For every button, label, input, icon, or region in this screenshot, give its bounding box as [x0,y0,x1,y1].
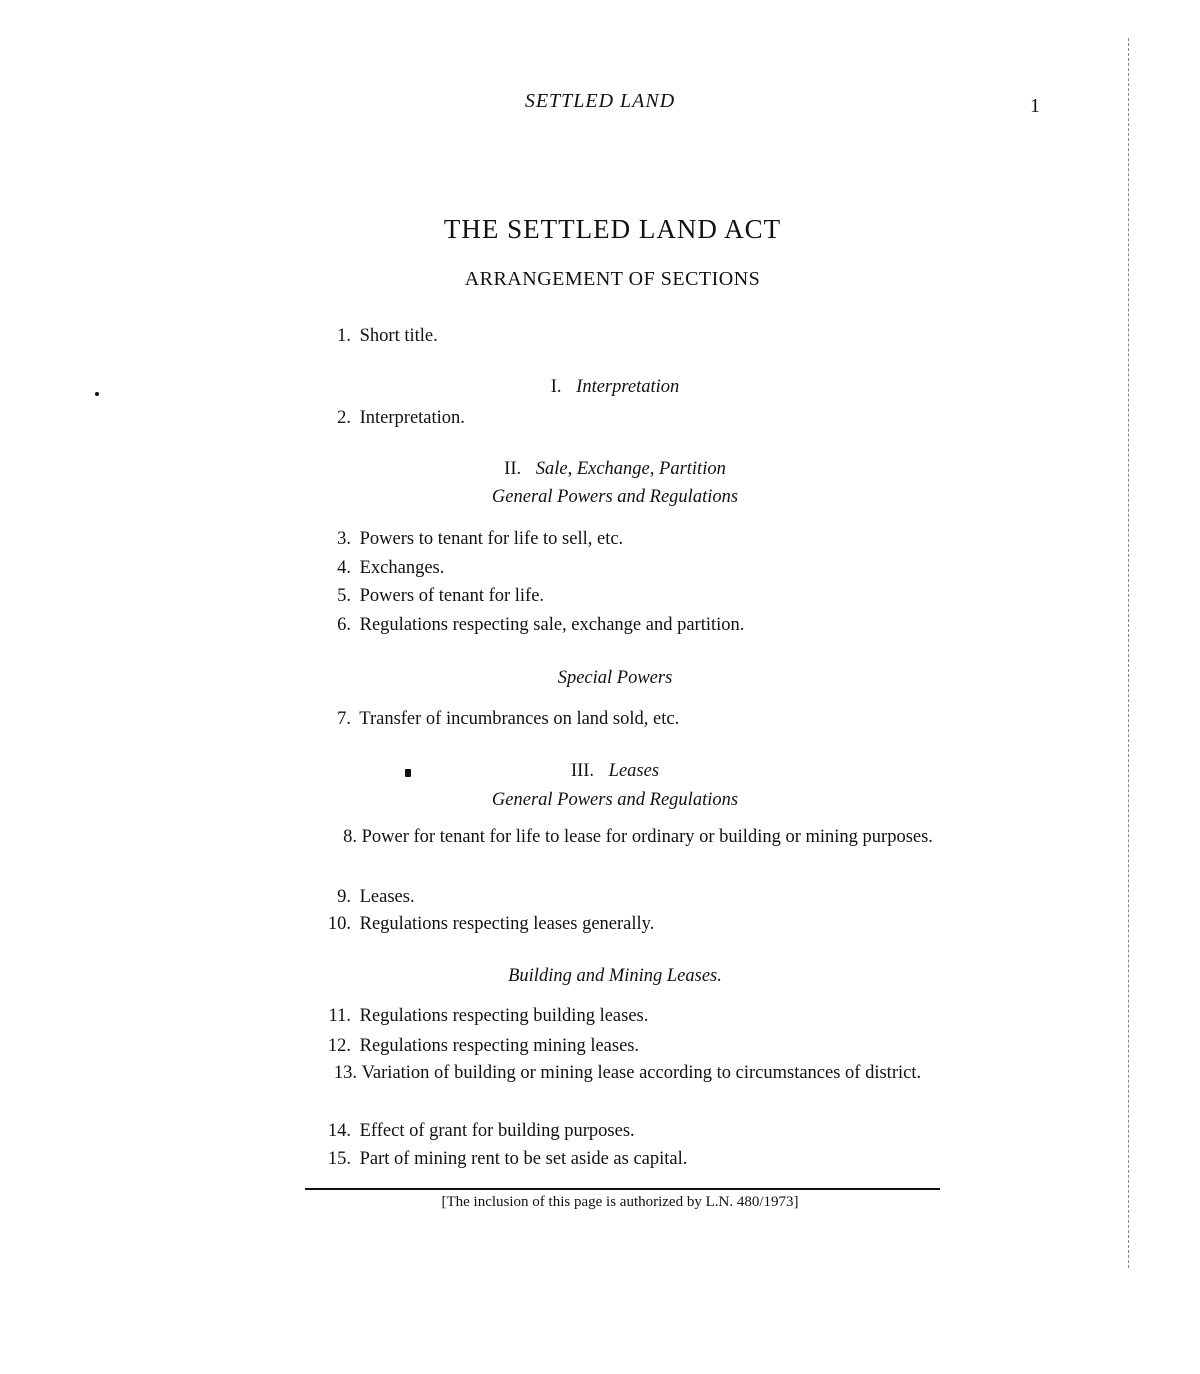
section-number: 14. [327,1121,351,1141]
section-entry-10 [315,909,940,939]
building-mining-heading: Building and Mining Leases. [508,966,722,986]
section-entry-4 [315,553,940,583]
section-number: 15. [327,1149,351,1169]
section-entry-1 [315,321,940,351]
section-title: Powers to tenant for life to sell, etc. [359,529,624,549]
section-number: 11. [328,1006,351,1026]
section-entry-3 [315,524,940,554]
section-number: 3. [337,529,351,549]
section-title: Transfer of incumbrances on land sold, etc. [359,709,680,729]
part-heading-1 [0,373,1200,401]
running-head: SETTLED LAND [524,90,676,112]
section-entry-14 [315,1116,940,1146]
section-number: 10. [327,914,351,934]
part-subheading-3: General Powers and Regulations [491,790,739,810]
section-title: Short title. [359,326,438,346]
footer-note: [The inclusion of this page is authorized by L.N. 480/1973] [441,1194,799,1210]
part-heading-2 [0,455,1200,483]
section-title: Regulations respecting building leases. [359,1006,649,1026]
section-title: Exchanges. [359,558,445,578]
arrangement-heading: ARRANGEMENT OF SECTIONS [464,268,761,290]
section-number: 2. [337,408,351,428]
section-entry-6 [315,610,940,640]
section-title: Part of mining rent to be set aside as capital. [359,1149,688,1169]
section-title: Variation of building or mining lease according to circumstances of district. [361,1063,922,1083]
special-powers-heading: Special Powers [557,668,673,688]
part-numeral: I. [550,377,562,397]
section-title: Regulations respecting leases generally. [359,914,655,934]
section-entry-13 [315,1058,940,1088]
section-number: 9. [337,887,351,907]
section-number: 8. [343,827,357,847]
section-title: Regulations respecting mining leases. [359,1036,640,1056]
section-entry-5 [315,581,940,611]
act-title: THE SETTLED LAND ACT [443,214,782,244]
section-title: Power for tenant for life to lease for ordinary or building or mining purposes. [361,827,933,847]
part-title: Sale, Exchange, Partition [535,459,726,479]
section-entry-15 [315,1144,940,1174]
footer-rule [305,1188,940,1190]
part-title: Interpretation [576,377,680,397]
section-title: Powers of tenant for life. [359,586,545,606]
part-subheading-2: General Powers and Regulations [491,487,739,507]
section-entry-9 [315,882,940,912]
page-number: 1 [1030,95,1040,117]
section-number: 13. [333,1063,357,1083]
section-number: 4. [337,558,351,578]
section-entry-11 [315,1001,940,1031]
section-entry-12 [315,1031,940,1061]
section-title: Interpretation. [359,408,465,428]
section-title: Effect of grant for building purposes. [359,1121,635,1141]
section-entry-8 [315,822,940,852]
section-title: Leases. [359,887,415,907]
part-heading-3 [0,757,1200,785]
section-title: Regulations respecting sale, exchange and partition. [359,615,745,635]
section-number: 12. [327,1036,351,1056]
part-title: Leases [608,761,660,781]
section-entry-7 [315,704,940,734]
section-number: 7. [337,709,351,729]
part-numeral: II. [504,459,522,479]
section-entry-2 [315,403,940,433]
section-number: 5. [337,586,351,606]
part-numeral: III. [570,761,595,781]
section-number: 6. [337,615,351,635]
section-number: 1. [337,326,351,346]
